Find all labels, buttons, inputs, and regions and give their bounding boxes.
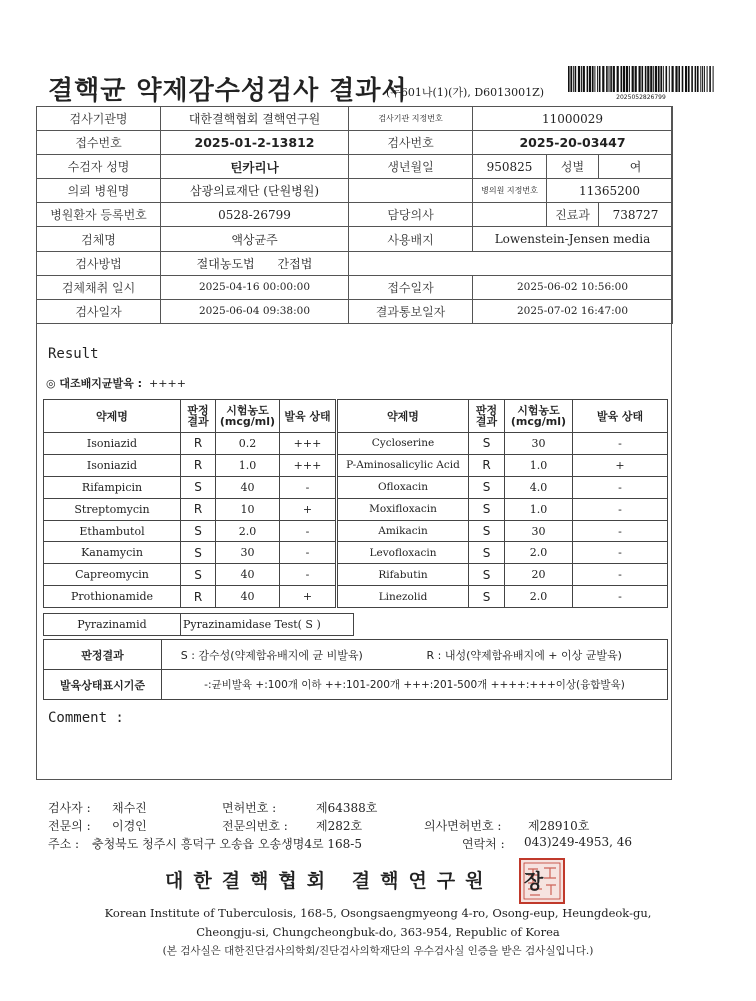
drug-row — [44, 498, 668, 520]
cell-conc: 40 — [216, 476, 280, 498]
cell-conc: 2.0 — [505, 586, 573, 608]
barcode-bar — [568, 66, 570, 92]
dept-value: 738727 — [599, 203, 673, 227]
collect-value: 2025-04-16 00:00:00 — [161, 275, 349, 299]
cell-judge: S — [181, 564, 216, 586]
cell-drug: Rifampicin — [44, 476, 181, 498]
cell-drug: Kanamycin — [44, 542, 181, 564]
cell-drug: Streptomycin — [44, 498, 181, 520]
receipt-no-label: 접수번호 — [37, 131, 161, 155]
test-date-value: 2025-06-04 09:38:00 — [161, 299, 349, 323]
barcode-bar — [669, 66, 670, 92]
barcode-bar — [599, 66, 601, 92]
cell-drug: Isoniazid — [44, 433, 181, 455]
cell-conc: 2.0 — [505, 542, 573, 564]
barcode-bar — [700, 66, 701, 92]
collect-label: 검체채취 일시 — [37, 275, 161, 299]
seal-stamp — [518, 857, 566, 905]
barcode-bar — [685, 66, 687, 92]
barcode-bar — [589, 66, 591, 92]
judge-legend-label: 판정결과 — [44, 640, 162, 670]
barcode-bar — [645, 66, 647, 92]
barcode-bar — [709, 66, 711, 92]
doctor-label: 담당의사 — [349, 203, 473, 227]
barcode — [567, 66, 715, 92]
tester-label: 검사자 : — [48, 801, 91, 815]
drug-row — [44, 586, 668, 608]
cell-drug: Moxifloxacin — [338, 498, 469, 520]
drug-header-row — [44, 400, 668, 433]
hospital-no-value: 11365200 — [547, 179, 673, 203]
barcode-bar — [647, 66, 649, 92]
patient-name-value: 틴카리나 — [161, 155, 349, 179]
hospital-value: 삼광의료재단 (단원병원) — [161, 179, 349, 203]
seal-char: 장 — [524, 869, 544, 893]
contact-value: 043)249-4953, 46 — [524, 835, 632, 849]
cell-judge: S — [469, 476, 505, 498]
header-growth: 발육 상태 — [573, 400, 668, 433]
received-label: 접수일자 — [349, 275, 473, 299]
cell-growth: + — [280, 498, 336, 520]
cell-conc: 40 — [216, 564, 280, 586]
barcode-bar — [626, 66, 628, 92]
header-drug: 약제명 — [44, 400, 181, 433]
barcode-bar — [642, 66, 644, 92]
agency-label: 검사기관명 — [37, 107, 161, 131]
barcode-bar — [695, 66, 697, 92]
judge-legend-r: R : 내성(약제함유배지에 + 이상 균발육) — [382, 640, 668, 670]
cell-conc: 1.0 — [505, 498, 573, 520]
cell-growth: - — [573, 498, 668, 520]
control-label: ◎ 대조배지균발육 : — [46, 377, 143, 390]
control-value: ++++ — [149, 377, 186, 390]
info-row — [37, 203, 673, 227]
test-date-label: 검사일자 — [37, 299, 161, 323]
dept-label: 진료과 — [547, 203, 599, 227]
info-table — [36, 106, 673, 324]
specimen-label: 검체명 — [37, 227, 161, 251]
barcode-bar — [702, 66, 703, 92]
cell-conc: 30 — [505, 520, 573, 542]
test-no-label: 검사번호 — [349, 131, 473, 155]
cell-conc: 40 — [216, 586, 280, 608]
method-2: 간접법 — [277, 256, 313, 271]
barcode-bar — [632, 66, 634, 92]
cell-drug: Linezolid — [338, 586, 469, 608]
header-growth: 발육 상태 — [280, 400, 336, 433]
specialist-no-value: 제282호 — [316, 819, 363, 833]
barcode-bar — [610, 66, 612, 92]
cell-growth: - — [280, 542, 336, 564]
cell-growth: + — [573, 454, 668, 476]
barcode-bar — [658, 66, 660, 92]
specimen-value: 액상균주 — [161, 227, 349, 251]
barcode-bar — [581, 66, 582, 92]
header-judge: 판정 결과 — [181, 400, 216, 433]
organization-name: 대한결핵협회 결핵연구원 — [165, 870, 494, 892]
english-address-line1: Korean Institute of Tuberculosis, 168-5, Osongsaengmyeong 4-ro, Osong-eup, Heungdeok-gu, — [104, 906, 652, 920]
cell-growth: - — [573, 586, 668, 608]
barcode-bar — [575, 66, 577, 92]
empty-cell — [349, 179, 473, 203]
certification-note: (본 검사실은 대한진단검사의학회/진단검사의학재단의 우수검사실 인증을 받은 검사실입니다.) — [162, 945, 594, 957]
cell-drug: Amikacin — [338, 520, 469, 542]
barcode-bar — [609, 66, 610, 92]
cell-drug: Levofloxacin — [338, 542, 469, 564]
drug-row — [44, 542, 668, 564]
info-row — [37, 227, 673, 251]
growth-legend-text: -:균비발육 +:100개 이하 ++:101-200개 +++:201-500개 ++++:+++이상(융합발육) — [162, 670, 668, 700]
header-conc: 시험농도 (mcg/ml) — [505, 400, 573, 433]
cell-growth: - — [280, 564, 336, 586]
address-label: 주소 : — [48, 837, 80, 851]
birth-value: 950825 — [473, 155, 547, 179]
legend-table — [43, 639, 668, 700]
cell-conc: 1.0 — [216, 454, 280, 476]
barcode-bar — [573, 66, 574, 92]
barcode-bar — [623, 66, 625, 92]
cell-judge: S — [469, 564, 505, 586]
barcode-bar — [606, 66, 608, 92]
agency-value: 대한결핵협회 결핵연구원 — [161, 107, 349, 131]
cell-growth: +++ — [280, 433, 336, 455]
barcode-bar — [621, 66, 623, 92]
cell-judge: R — [181, 454, 216, 476]
drug-row — [44, 454, 668, 476]
cell-judge: R — [181, 498, 216, 520]
barcode-bar — [691, 66, 693, 92]
medium-label: 사용배지 — [349, 227, 473, 251]
agency-no-label: 검사기관 지정번호 — [349, 107, 473, 131]
cell-conc: 0.2 — [216, 433, 280, 455]
barcode-bar — [663, 66, 664, 92]
info-row — [37, 179, 673, 203]
cell-judge: S — [181, 520, 216, 542]
barcode-bar — [682, 66, 684, 92]
judge-legend-s: S : 감수성(약제함유배지에 균 비발육) — [162, 640, 382, 670]
method-value — [161, 251, 349, 275]
barcode-bar — [653, 66, 654, 92]
info-row — [37, 107, 673, 131]
empty-cell — [349, 251, 673, 275]
info-row — [37, 131, 673, 155]
cell-growth: +++ — [280, 454, 336, 476]
doctor-license-label: 의사면허번호 : — [424, 819, 502, 833]
cell-conc: 10 — [216, 498, 280, 520]
info-row — [37, 275, 673, 299]
address-value: 충청북도 청주시 흥덕구 오송읍 오송생명4로 168-5 — [92, 837, 362, 851]
cell-judge: R — [181, 586, 216, 608]
cell-drug: Capreomycin — [44, 564, 181, 586]
tester-name: 채수진 — [112, 801, 147, 815]
cell-drug: Prothionamide — [44, 586, 181, 608]
barcode-bar — [578, 66, 580, 92]
license-value: 제64388호 — [316, 801, 378, 815]
control-growth — [46, 375, 186, 391]
contact-label: 연락처 : — [462, 837, 505, 851]
barcode-bar — [660, 66, 662, 92]
barcode-bar — [583, 66, 585, 92]
cell-judge: S — [469, 520, 505, 542]
barcode-bar — [655, 66, 657, 92]
barcode-bar — [678, 66, 680, 92]
cell-growth: - — [280, 520, 336, 542]
hospital-label: 의뢰 병원명 — [37, 179, 161, 203]
doctor-license-value: 제28910호 — [528, 819, 590, 833]
specialist-name: 이경인 — [112, 819, 147, 833]
barcode-number: 2025052826799 — [616, 94, 666, 101]
sex-label: 성별 — [547, 155, 599, 179]
legend-row — [44, 670, 668, 700]
cell-drug: Rifabutin — [338, 564, 469, 586]
cell-conc: 30 — [216, 542, 280, 564]
cell-drug: Cycloserine — [338, 433, 469, 455]
barcode-bar — [602, 66, 604, 92]
cell-judge: S — [469, 433, 505, 455]
pyrazinamid-table — [43, 613, 354, 636]
reg-no-label: 병원환자 등록번호 — [37, 203, 161, 227]
cell-growth: - — [573, 433, 668, 455]
agency-no-value: 11000029 — [473, 107, 673, 131]
cell-drug: Ofloxacin — [338, 476, 469, 498]
barcode-bar — [707, 66, 708, 92]
doctor-value — [473, 203, 547, 227]
barcode-bar — [713, 66, 714, 92]
barcode-bar — [666, 66, 668, 92]
drug-table — [43, 399, 668, 608]
received-value: 2025-06-02 10:56:00 — [473, 275, 673, 299]
patient-name-label: 수검자 성명 — [37, 155, 161, 179]
method-1: 절대농도법 — [196, 256, 255, 271]
report-date-label: 결과통보일자 — [349, 299, 473, 323]
growth-legend-label: 발육상태표시기준 — [44, 670, 162, 700]
cell-drug: P-Aminosalicylic Acid — [338, 454, 469, 476]
specialist-label: 전문의 : — [48, 819, 91, 833]
barcode-bar — [613, 66, 615, 92]
english-address-line2: Cheongju-si, Chungcheongbuk-do, 363-954, Republic of Korea — [196, 925, 560, 939]
pyrazinamid-label: Pyrazinamid — [44, 614, 181, 636]
legend-row — [44, 640, 668, 670]
cell-growth: - — [280, 476, 336, 498]
cell-growth: - — [573, 542, 668, 564]
cell-judge: S — [469, 586, 505, 608]
barcode-bar — [704, 66, 705, 92]
receipt-no-value: 2025-01-2-13812 — [161, 131, 349, 155]
cell-judge: S — [469, 498, 505, 520]
cell-judge: S — [469, 542, 505, 564]
test-no-value: 2025-20-03447 — [473, 131, 673, 155]
license-label: 면허번호 : — [222, 801, 277, 815]
cell-conc: 1.0 — [505, 454, 573, 476]
method-label: 검사방법 — [37, 251, 161, 275]
pyrazinamid-value: Pyrazinamidase Test( S ) — [181, 614, 354, 636]
cell-conc: 4.0 — [505, 476, 573, 498]
cell-growth: - — [573, 476, 668, 498]
cell-drug: Isoniazid — [44, 454, 181, 476]
barcode-bar — [688, 66, 690, 92]
barcode-bar — [570, 66, 572, 92]
cell-judge: S — [181, 476, 216, 498]
cell-conc: 20 — [505, 564, 573, 586]
cell-judge: R — [469, 454, 505, 476]
cell-growth: + — [280, 586, 336, 608]
barcode-bar — [587, 66, 589, 92]
comment-label: Comment : — [48, 710, 124, 726]
info-row — [37, 251, 673, 275]
cell-conc: 30 — [505, 433, 573, 455]
specialist-no-label: 전문의번호 : — [222, 819, 288, 833]
drug-row — [44, 433, 668, 455]
cell-growth: - — [573, 564, 668, 586]
drug-row — [44, 520, 668, 542]
barcode-bar — [639, 66, 641, 92]
header-conc: 시험농도 (mcg/ml) — [216, 400, 280, 433]
barcode-bar — [592, 66, 594, 92]
cell-growth: - — [573, 520, 668, 542]
info-row — [37, 299, 673, 323]
barcode-bar — [650, 66, 652, 92]
cell-judge: S — [181, 542, 216, 564]
barcode-bar — [594, 66, 595, 92]
hospital-no-label: 병의원 지정번호 — [473, 179, 547, 203]
barcode-bar — [697, 66, 699, 92]
report-date-value: 2025-07-02 16:47:00 — [473, 299, 673, 323]
sex-value: 여 — [599, 155, 673, 179]
barcode-bar — [629, 66, 630, 92]
cell-judge: R — [181, 433, 216, 455]
document-title: 결핵균 약제감수성검사 결과서 — [48, 76, 408, 106]
info-row — [37, 155, 673, 179]
cell-conc: 2.0 — [216, 520, 280, 542]
drug-row — [44, 476, 668, 498]
barcode-bar — [675, 66, 677, 92]
barcode-bar — [635, 66, 637, 92]
reg-no-value: 0528-26799 — [161, 203, 349, 227]
barcode-bar — [672, 66, 674, 92]
drug-row — [44, 564, 668, 586]
cell-drug: Ethambutol — [44, 520, 181, 542]
barcode-bar — [597, 66, 598, 92]
birth-label: 생년월일 — [349, 155, 473, 179]
barcode-bar — [617, 66, 619, 92]
result-heading: Result — [48, 346, 99, 362]
header-judge: 판정 결과 — [469, 400, 505, 433]
header-drug: 약제명 — [338, 400, 469, 433]
pyrazinamid-row — [44, 614, 354, 636]
document-code: (누601나(1)(가), D6013001Z) — [386, 86, 545, 99]
medium-value: Lowenstein-Jensen media — [473, 227, 673, 251]
